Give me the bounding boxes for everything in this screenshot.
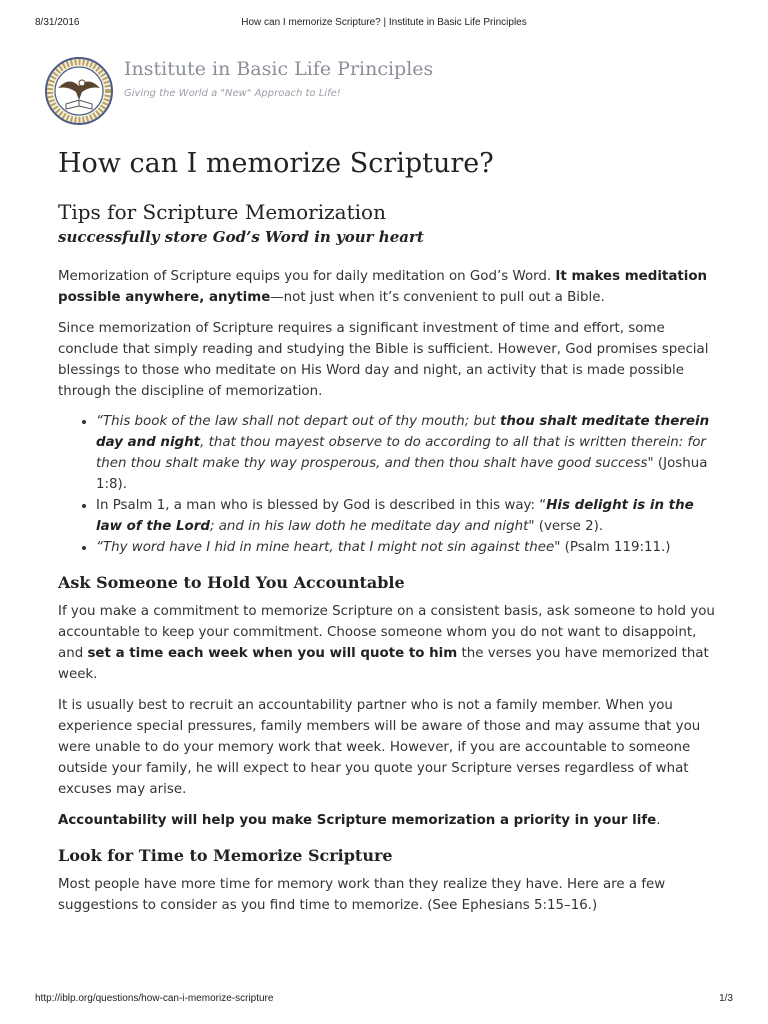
section-title: Tips for Scripture Memorization: [58, 200, 386, 224]
list-item: • “This book of the law shall not depart out of thy mouth; but thou shalt meditate therein day and night, that thou mayest observe to do according to all that is written therein: for then thou shalt make thy way prosperous, and then thou shalt have good success" (Joshua 1:8).: [96, 411, 718, 495]
list-item: • In Psalm 1, a man who is blessed by God is described in this way: “His delight is in the law of the Lord; and in his law doth he meditate day and night" (verse 2).: [96, 495, 718, 537]
heading-time: Look for Time to Memorize Scripture: [58, 846, 393, 865]
site-header: [44, 56, 724, 136]
paragraph-commitment: If you make a commitment to memorize Scripture on a consistent basis, ask someone to hold you accountable to keep your commitment. Choose someone whom you do not want to disappoint, and set a time each week when you will quote to him the verses you have memorized that week.: [58, 604, 715, 682]
page-url: http://iblp.org/questions/how-can-i-memorize-scripture: [35, 993, 274, 1004]
article: [58, 146, 718, 916]
scripture-list: [58, 411, 718, 558]
paragraph-time: Most people have more time for memory work than they realize they have. Here are a few suggestions to consider as you find time to memorize. (See Ephesians 5:15–16.): [58, 877, 666, 913]
paragraph-partner: It is usually best to recruit an accountability partner who is not a family member. When you experience special pressures, family members will be aware of those and may assume that you were unable to do your memory work that week. However, if you are accountable to someone outside your family, he will expect to hear you quote your Scripture verses regardless of what excuses may arise.: [58, 698, 701, 797]
page-title: How can I memorize Scripture?: [58, 148, 494, 179]
paragraph-investment: Since memorization of Scripture requires a significant investment of time and effort, some conclude that simply reading and studying the Bible is sufficient. However, God promises special blessings to those who meditate on His Word day and night, an activity that is made possible through the discipline of memorization.: [58, 321, 709, 399]
page-number: 1/3: [719, 993, 733, 1004]
heading-accountable: Ask Someone to Hold You Accountable: [58, 573, 405, 592]
print-page-title: How can I memorize Scripture? | Institute in Basic Life Principles: [241, 17, 527, 28]
list-item: • “Thy word have I hid in mine heart, that I might not sin against thee" (Psalm 119:11.): [96, 537, 718, 558]
eagle-seal-icon[interactable]: [44, 56, 114, 126]
print-header: [35, 17, 733, 31]
site-name[interactable]: Institute in Basic Life Principles: [124, 58, 434, 80]
paragraph-priority: Accountability will help you make Scripture memorization a priority in your life.: [58, 813, 661, 828]
print-footer: [35, 993, 733, 1007]
site-tagline: Giving the World a "New" Approach to Life!: [124, 88, 341, 99]
paragraph-intro: Memorization of Scripture equips you for daily meditation on God’s Word. It makes meditation possible anywhere, anytime—not just when it’s convenient to pull out a Bible.: [58, 269, 708, 305]
print-date: 8/31/2016: [35, 17, 80, 28]
section-subtitle: successfully store God’s Word in your heart: [58, 228, 424, 246]
